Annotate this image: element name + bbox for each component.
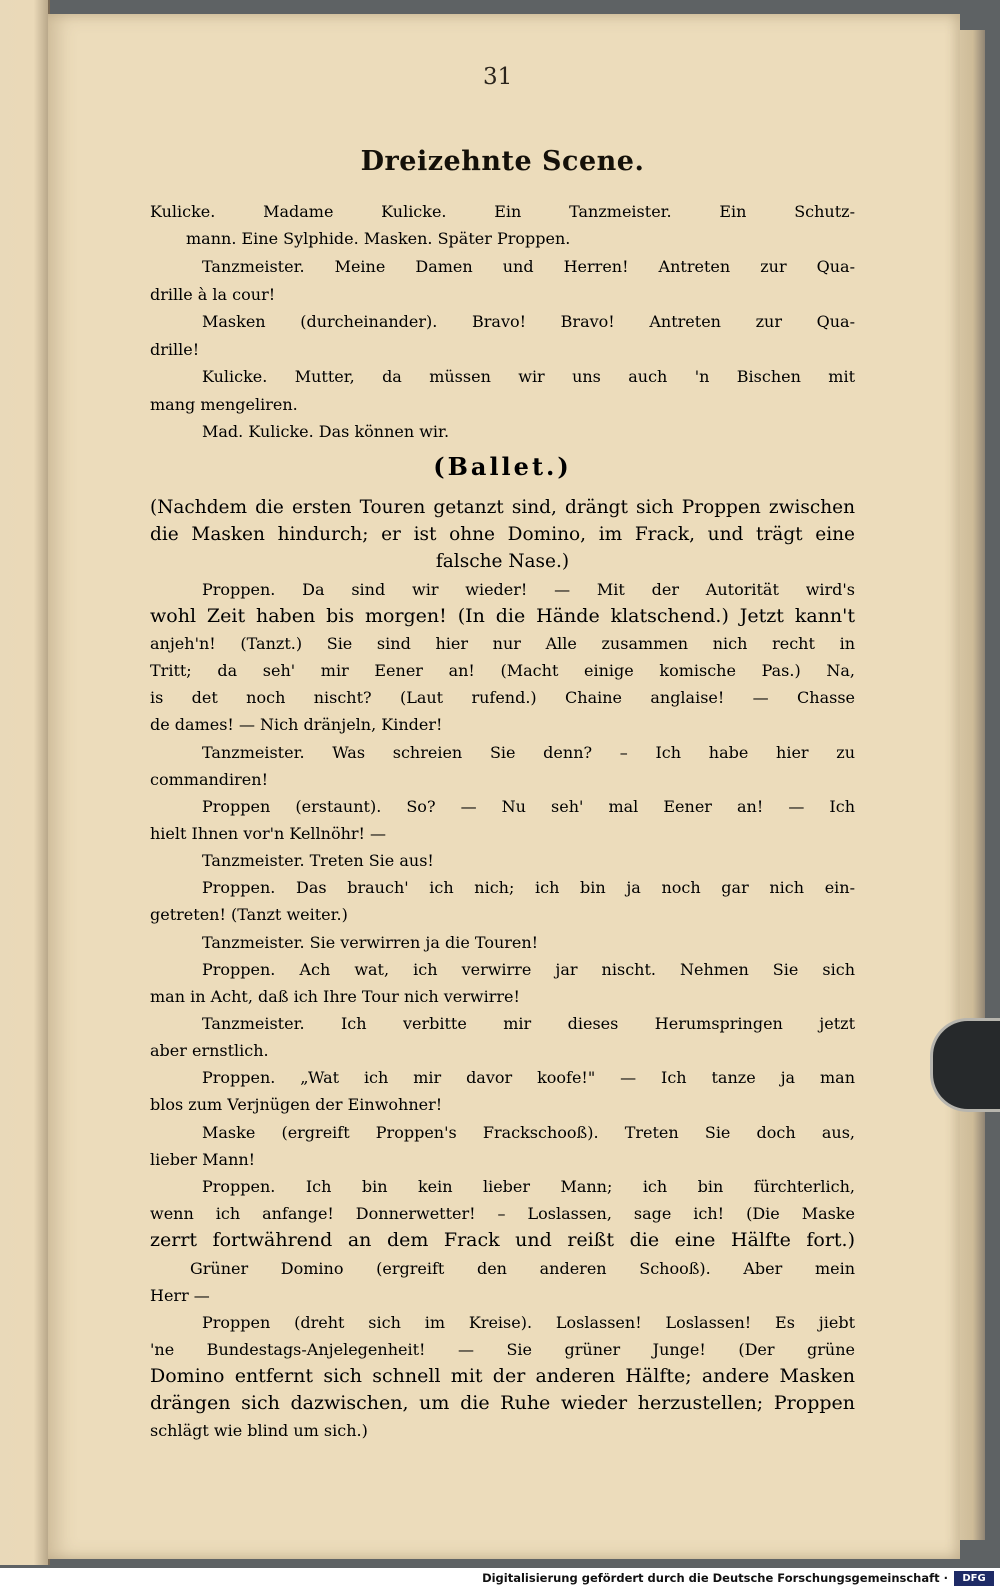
text-line: mann. Eine Sylphide. Masken. Später Proppen. [186, 229, 571, 248]
text-line: Grüner Domino (ergreift den anderen Schooß). Aber mein [190, 1259, 855, 1278]
text-line: Proppen (erstaunt). So? — Nu seh' mal Eener an! — Ich [202, 797, 855, 816]
text-line: man in Acht, daß ich Ihre Tour nich verwirre! [150, 987, 520, 1006]
text-line: Herr — [150, 1286, 210, 1305]
text-line: Proppen. Ich bin kein lieber Mann; ich bin fürchterlich, [202, 1177, 855, 1196]
stage-direction-line: falsche Nase.) [435, 551, 570, 572]
text-line: 'ne Bundestags-Anjelegenheit! — Sie grüner Junge! (Der grüne [150, 1340, 855, 1359]
scene-title: Dreizehnte Scene. [360, 146, 645, 177]
text-line: lieber Mann! [150, 1150, 256, 1169]
stage-direction-line: die Masken hindurch; er ist ohne Domino, im Frack, und trägt eine [150, 524, 855, 545]
text-line: Tritt; da seh' mir Eener an! (Macht einige komische Pas.) Na, [150, 661, 855, 680]
footer-bar [0, 1568, 1000, 1590]
text-line: Mad. Kulicke. Das können wir. [202, 422, 450, 441]
funding-notice: Digitalisierung gefördert durch die Deutsche Forschungsgemeinschaft · [482, 1571, 948, 1585]
text-line: Tanzmeister. Treten Sie aus! [202, 851, 434, 870]
text-line: Domino entfernt sich schnell mit der anderen Hälfte; andere Masken [150, 1365, 855, 1387]
text-line: blos zum Verjnügen der Einwohner! [150, 1095, 443, 1114]
text-line: Tanzmeister. Meine Damen und Herren! Antreten zur Qua- [202, 257, 855, 276]
text-line: drille! [150, 340, 200, 359]
text-line: Proppen (dreht sich im Kreise). Loslassen! Loslassen! Es jiebt [202, 1313, 855, 1332]
text-line: Proppen. Da sind wir wieder! — Mit der Autorität wird's [202, 580, 855, 599]
thumb-index-tab [930, 1018, 1000, 1112]
previous-page-edge [0, 0, 50, 1565]
text-line: hielt Ihnen vor'n Kellnöhr! — [150, 824, 387, 843]
text-line: de dames! — Nich dränjeln, Kinder! [150, 715, 443, 734]
stage-direction-line: (Nachdem die ersten Touren getanzt sind, drängt sich Proppen zwischen [150, 497, 855, 518]
ballet-heading: (Ballet.) [433, 452, 572, 481]
text-line: Maske (ergreift Proppen's Frackschooß). Treten Sie doch aus, [202, 1123, 855, 1142]
text-line: aber ernstlich. [150, 1041, 269, 1060]
text-line: Kulicke. Madame Kulicke. Ein Tanzmeister. Ein Schutz- [150, 202, 855, 221]
text-line: mang mengeliren. [150, 395, 298, 414]
text-line: wohl Zeit haben bis morgen! (In die Hände klatschend.) Jetzt kann't [150, 605, 855, 627]
text-line: wenn ich anfange! Donnerwetter! – Loslassen, sage ich! (Die Maske [150, 1204, 855, 1223]
text-line: Proppen. Das brauch' ich nich; ich bin ja noch gar nich ein- [202, 878, 855, 897]
text-line: schlägt wie blind um sich.) [150, 1421, 368, 1440]
text-line: Kulicke. Mutter, da müssen wir uns auch 'n Bischen mit [202, 367, 855, 386]
text-line: Tanzmeister. Ich verbitte mir dieses Herumspringen jetzt [202, 1014, 855, 1033]
text-line: Proppen. „Wat ich mir davor koofe!" — Ich tanze ja man [202, 1068, 855, 1087]
dfg-logo: DFG [954, 1571, 994, 1586]
text-line: drängen sich dazwischen, um die Ruhe wieder herzustellen; Proppen [150, 1392, 855, 1414]
text-line: Masken (durcheinander). Bravo! Bravo! Antreten zur Qua- [202, 312, 855, 331]
text-line: anjeh'n! (Tanzt.) Sie sind hier nur Alle zusammen nich recht in [150, 634, 855, 653]
text-line: Tanzmeister. Sie verwirren ja die Touren! [202, 933, 539, 952]
text-line: zerrt fortwährend an dem Frack und reißt die eine Hälfte fort.) [150, 1229, 855, 1251]
page-number: 31 [483, 64, 513, 90]
text-line: Proppen. Ach wat, ich verwirre jar nischt. Nehmen Sie sich [202, 960, 855, 979]
text-line: commandiren! [150, 770, 268, 789]
text-line: Tanzmeister. Was schreien Sie denn? – Ich habe hier zu [202, 743, 855, 762]
text-line: is det noch nischt? (Laut rufend.) Chaine anglaise! — Chasse [150, 688, 855, 707]
text-line: getreten! (Tanzt weiter.) [150, 905, 348, 924]
text-line: drille à la cour! [150, 285, 276, 304]
